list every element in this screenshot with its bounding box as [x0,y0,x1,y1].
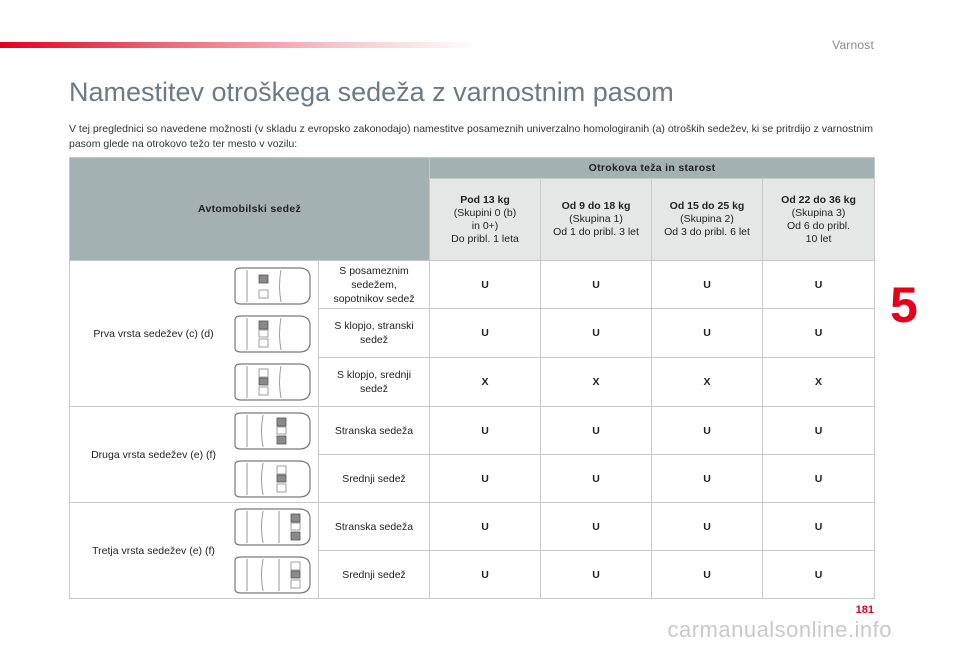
compat-value: U [541,261,652,309]
seat-position: Srednji sedež [319,551,430,599]
car-seat-position-icon [229,266,313,306]
compat-value: U [430,261,541,309]
car-seat-position-icon [229,362,313,402]
compat-value: U [652,455,763,503]
car-seat-position-icon [229,507,313,547]
compat-value: X [763,358,875,407]
compat-value: X [430,358,541,407]
header-child-weight: Otrokova teža in starost [430,158,875,179]
compat-value: X [541,358,652,407]
weight-group-0: Pod 13 kg (Skupini 0 (b) in 0+) Do pribl. 1 leta [430,179,541,261]
table-row [70,503,875,551]
compat-value: U [652,503,763,551]
compat-value: U [430,551,541,599]
page-title: Namestitev otroškega sedeža z varnostnim pasom [69,77,674,107]
compat-value: U [763,551,875,599]
compat-value: U [541,407,652,455]
seat-position: Stranska sedeža [319,503,430,551]
car-diagrams-third-row [229,507,313,595]
header-vehicle-seat: Avtomobilski sedež [70,158,430,261]
compat-value: U [430,407,541,455]
compat-value: U [541,551,652,599]
car-diagrams-first-row [229,266,313,402]
table-row [70,261,875,309]
watermark: carmanualsonline.info [667,617,892,642]
car-diagrams-second-row [229,411,313,499]
compat-value: U [541,455,652,503]
child-seat-table [69,157,875,599]
seat-position: S klopjo, srednji sedež [319,358,430,407]
weight-group-2: Od 15 do 25 kg (Skupina 2) Od 3 do pribl. 6 let [652,179,763,261]
seat-position: S klopjo, stranski sedež [319,309,430,358]
compat-value: U [763,407,875,455]
compat-value: U [652,551,763,599]
compat-value: U [652,261,763,309]
table-row [70,407,875,455]
compat-value: U [763,261,875,309]
seat-position: Srednji sedež [319,455,430,503]
car-seat-position-icon [229,459,313,499]
compat-value: U [541,309,652,358]
compat-value: U [652,309,763,358]
compat-value: U [430,455,541,503]
car-seat-position-icon [229,314,313,354]
compat-value: U [430,309,541,358]
row-label-second: Druga vrsta sedežev (e) (f) [70,407,319,503]
weight-group-1: Od 9 do 18 kg (Skupina 1) Od 1 do pribl. 3 let [541,179,652,261]
weight-group-3: Od 22 do 36 kg (Skupina 3) Od 6 do pribl. 10 let [763,179,875,261]
car-seat-position-icon [229,411,313,451]
compat-value: U [763,455,875,503]
chapter-number: 5 [890,277,918,333]
car-seat-position-icon [229,555,313,595]
compat-value: U [763,503,875,551]
row-label-third: Tretja vrsta sedežev (e) (f) [70,503,319,599]
compat-value: U [430,503,541,551]
compat-value: U [763,309,875,358]
row-label-first: Prva vrsta sedežev (c) (d) [70,261,319,407]
intro-text: V tej preglednici so navedene možnosti (v skladu z evropsko zakonodajo) namestitve posameznih univerzalno homologiranih (a) otroških sedežev, ki se pritrdijo z varnostnim pasom glede na otrokovo težo ter mesto v vozilu: [69,123,874,150]
seat-position: Stranska sedeža [319,407,430,455]
compat-value: U [541,503,652,551]
compat-value: U [652,407,763,455]
header-accent-bar [0,42,480,48]
seat-position: S posameznim sedežem, sopotnikov sedež [319,261,430,309]
section-name: Varnost [832,38,874,52]
page-number: 181 [855,604,874,616]
compat-value: X [652,358,763,407]
